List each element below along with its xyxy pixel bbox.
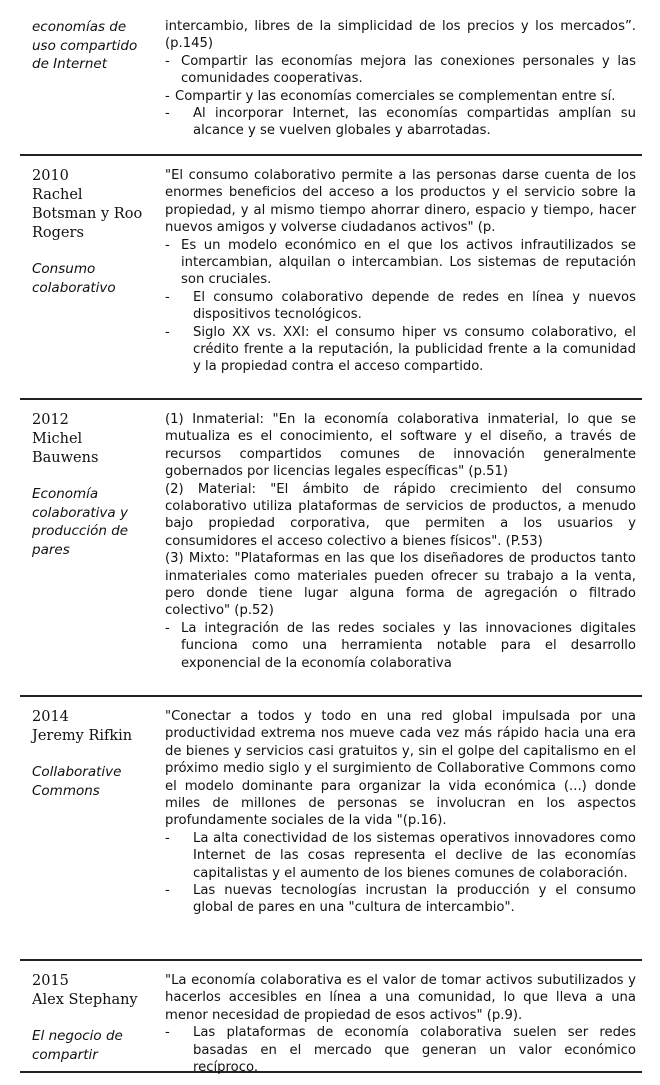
dash-marker: - [165,620,170,636]
bullet-item [165,237,636,289]
row-right-cell [165,167,636,376]
dash-marker: - [165,324,170,340]
bullet-text: Compartir las economías mejora las conexiones personales y las comunidades cooperativas. [181,53,636,87]
paragraph: "Conectar a todos y todo en una red global impulsada por una productividad extrema nos mueve cada vez más rápido hacia una era de bienes y servicios casi gratuitos y, sin el golpe del capitalismo en el próximo medio siglo y el surgimiento de Collaborative Commons como el modelo dominante para organizar la vida económica (...) donde miles de millones de personas se involucran en los aspectos profundamente sociales de la vida "(p.16). [165,709,636,829]
row-right-cell [165,18,636,140]
row-author: Michel Bauwens [32,431,99,466]
bullet-item [165,88,636,105]
row-left-cell [32,972,156,1064]
concept-label: Economía colaborativa y producción de pares [32,486,129,558]
bullet-text: Compartir y las economías comerciales se complementan entre sí. [175,88,616,104]
bullet-text: Las plataformas de economía colaborativa suelen ser redes basadas en el mercado que generan un valor económico recíproco. [193,1025,636,1076]
bullet-item [165,620,636,672]
bullet-item [165,324,636,376]
bullet-item [165,830,636,882]
row-left-cell [32,18,156,74]
concept-label: economías de uso compartido de Internet [32,19,138,72]
bullet-item [165,289,636,324]
concept-label: Consumo colaborativo [32,261,116,296]
dash-marker: - [165,883,170,899]
row-right-cell [165,708,636,917]
paragraph: "El consumo colaborativo permite a las personas darse cuenta de los enormes beneficios del acceso a los productos y el servicio sobre la propiedad, y al mismo tiempo ahorrar dinero, espacio y tiempo, hacer nuevos amigos y volverse ciudadanos activos" (p. [165,168,636,236]
bullet-text: Siglo XX vs. XXI: el consumo hiper vs consumo colaborativo, el crédito frente a la reputación, la publicidad frente a la comunidad y la propiedad contra el acceso compartido. [193,324,636,375]
dash-marker: - [165,1025,170,1041]
row-author: Jeremy Rifkin [32,728,133,744]
table-row [20,961,642,1076]
paragraph: (3) Mixto: "Plataformas en las que los diseñadores de productos tanto inmateriales como materiales pueden ofrecer su trabajo a la venta, pero donde tiene lugar alguna forma de agregación o filtrado colectivo" (p.52) [165,551,636,619]
row-right-cell [165,411,636,672]
dash-marker: - [165,88,170,104]
dash-marker: - [165,106,170,122]
row-year: 2012 [32,412,69,428]
row-left-cell [32,167,156,297]
bullet-text: El consumo colaborativo depende de redes en línea y nuevos dispositivos tecnológicos. [193,289,636,323]
table-row [20,697,642,961]
dash-marker: - [165,53,170,69]
row-left-cell [32,708,156,800]
concept-label: Collaborative Commons [32,764,122,799]
row-right-cell [165,972,636,1076]
bullet-text: La integración de las redes sociales y las innovaciones digitales funciona como una herramienta notable para el desarrollo exponencial de la economía colaborativa [181,620,636,671]
dash-marker: - [165,289,170,305]
bullet-item [165,53,636,88]
row-year: 2014 [32,709,69,725]
table-row [20,0,642,156]
concept-label: El negocio de compartir [32,1028,123,1063]
paragraph: intercambio, libres de la simplicidad de los precios y los mercados”. (p.145) [165,19,636,52]
row-left-cell [32,411,156,559]
bullet-item [165,882,636,917]
paragraph: (1) Inmaterial: "En la economía colaborativa inmaterial, lo que se mutualiza es el conocimiento, el software y el diseño, a través de recursos compartidos comunes de innovación generalmente gobernados por licencias legales específicas" (p.51) [165,412,636,480]
row-year: 2015 [32,973,69,989]
row-author: Alex Stephany [32,992,138,1008]
paragraph: (2) Material: "El ámbito de rápido crecimiento del consumo colaborativo utiliza plataformas de servicios de productos, a menudo bajo propiedad corporativa, que permiten a los usuarios y consumidores el acceso colectivo a bienes físicos". (P.53) [165,481,636,549]
dash-marker: - [165,830,170,846]
row-author: Rachel Botsman y Roo Rogers [32,187,143,241]
bullet-text: La alta conectividad de los sistemas operativos innovadores como Internet de las cosas representa el declive de las economías capitalistas y el aumento de los bienes comunes de colaboración. [193,830,636,881]
bullet-text: Es un modelo económico en el que los activos infrautilizados se intercambian, alquilan o intercambian. Los sistemas de reputación son cruciales. [181,237,636,288]
paragraph: "La economía colaborativa es el valor de tomar activos subutilizados y hacerlos accesibles en línea a una comunidad, lo que lleva a una menor necesidad de propiedad de esos activos" (p.9). [165,973,636,1023]
bullet-item [165,105,636,140]
bullet-text: Las nuevas tecnologías incrustan la producción y el consumo global de pares en una "cultura de intercambio". [193,883,636,916]
row-year: 2010 [32,168,69,184]
bullet-item [165,1024,636,1076]
table-row [20,156,642,400]
bullet-text: Al incorporar Internet, las economías compartidas amplían su alcance y se vuelven globales y abarrotadas. [193,106,636,139]
dash-marker: - [165,237,170,253]
table-row [20,400,642,697]
